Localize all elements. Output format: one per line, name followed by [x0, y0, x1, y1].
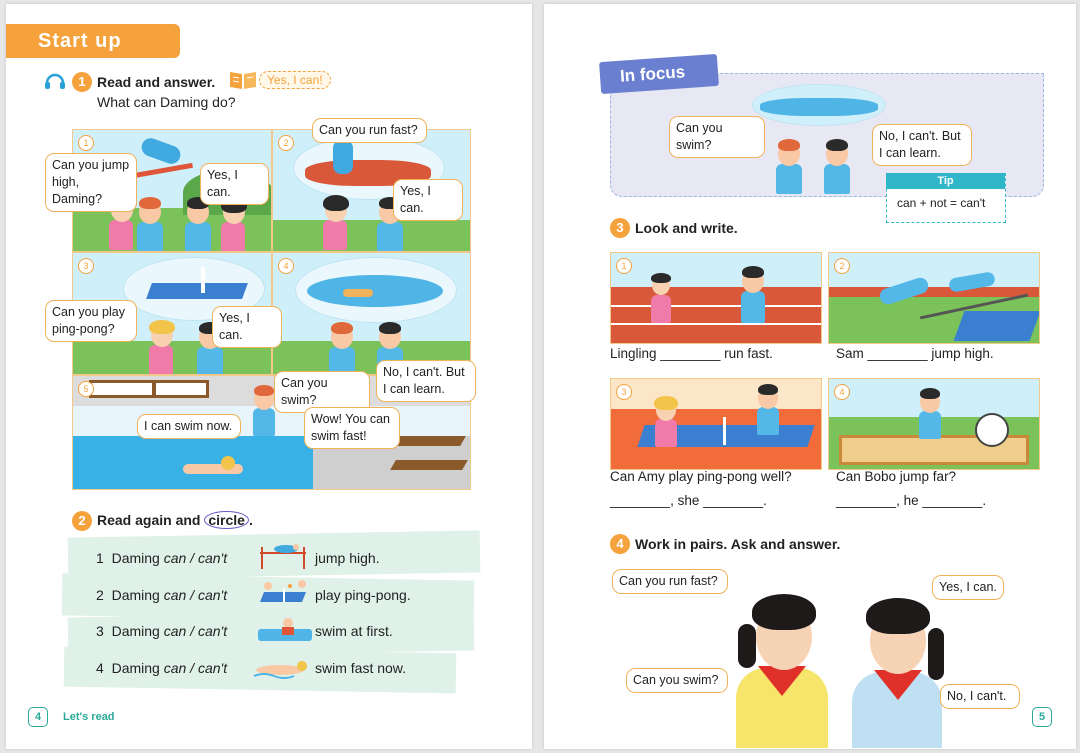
swimming-pool	[73, 436, 313, 489]
panel-number-3: 3	[78, 258, 94, 274]
speech-bubble-p1a: Can you jump high, Daming?	[45, 153, 137, 212]
sentence-2: Sam ________ jump high.	[836, 346, 994, 361]
photo-3-ping-pong	[610, 378, 822, 470]
question-3: Can Amy play ping-pong well?	[610, 469, 792, 484]
section2-title	[97, 512, 253, 528]
high-jump-bar	[133, 163, 193, 178]
jumping-boy	[139, 136, 183, 167]
running-boy	[333, 140, 353, 174]
exercise-row-3	[96, 623, 227, 639]
footer-lets-read: Let's read	[63, 711, 115, 723]
pair-bubble-2: Yes, I can.	[932, 575, 1004, 600]
swim-learn-icon	[258, 615, 312, 643]
page-number-4: 4	[28, 707, 48, 727]
panel-number-2: 2	[278, 135, 294, 151]
row-number: 1	[96, 550, 104, 566]
comic-panel-4	[272, 252, 471, 375]
headphones-icon[interactable]	[44, 71, 66, 91]
speech-bubble-p5b: Wow! You can swim fast!	[304, 407, 400, 449]
photo-2-high-jump	[828, 252, 1040, 344]
row-number: 4	[96, 660, 104, 676]
row-number: 3	[96, 623, 104, 639]
right-page	[544, 4, 1076, 749]
circle-word: circle	[204, 511, 249, 529]
ping-pong-table	[146, 283, 248, 299]
speech-bubble-p2b: Yes, I can.	[393, 179, 463, 221]
can-cant-choice[interactable]: can / can't	[163, 550, 228, 566]
row-number: 2	[96, 587, 104, 603]
high-jump-icon	[258, 541, 308, 569]
speech-bubble-p3a: Can you play ping-pong?	[45, 300, 137, 342]
section4-title: Work in pairs. Ask and answer.	[635, 536, 841, 552]
can-cant-choice[interactable]: can / can't	[163, 587, 228, 603]
section-number-1: 1	[72, 72, 92, 92]
answer-line-4[interactable]: ________, he ________.	[836, 493, 987, 508]
section2-title-prefix: Read again and	[97, 512, 205, 528]
row-rest-2: play ping-pong.	[315, 587, 411, 603]
speech-bubble-p2a: Can you run fast?	[312, 118, 427, 143]
running-track	[611, 287, 821, 343]
speech-bubble-p1b: Yes, I can.	[200, 163, 269, 205]
exercise-row-4	[96, 660, 227, 676]
swimming-boy	[343, 289, 373, 297]
pool-water	[307, 275, 443, 307]
speech-bubble-p4a: Can you swim?	[274, 371, 370, 413]
photo-number-2: 2	[834, 258, 850, 274]
deck-chair	[390, 460, 468, 470]
pair-bubble-1: Can you run fast?	[612, 569, 728, 594]
photo-number-1: 1	[616, 258, 632, 274]
tip-box	[886, 173, 1006, 223]
book-icon	[228, 67, 258, 91]
pool-water	[760, 98, 878, 116]
row-rest-1: jump high.	[315, 550, 380, 566]
landing-mat	[954, 311, 1040, 341]
can-cant-choice[interactable]: can / can't	[163, 623, 228, 639]
page-number-5: 5	[1032, 707, 1052, 727]
row-subject: Daming	[111, 660, 160, 676]
robot-figure	[975, 413, 1009, 447]
row-subject: Daming	[111, 623, 160, 639]
panel-number-1: 1	[78, 135, 94, 151]
panel-number-4: 4	[278, 258, 294, 274]
start-up-banner: Start up	[6, 24, 180, 58]
ping-pong-icon	[258, 578, 312, 606]
speech-bubble-p3b: Yes, I can.	[212, 306, 282, 348]
photo-number-4: 4	[834, 384, 850, 400]
tip-label: Tip	[886, 173, 1005, 189]
row-rest-4: swim fast now.	[315, 660, 407, 676]
photo-1-running	[610, 252, 822, 344]
swimming-fast-icon	[252, 652, 312, 680]
section-number-2: 2	[72, 511, 92, 531]
exercise-row-1	[96, 550, 227, 566]
section1-question: What can Daming do?	[97, 94, 236, 110]
yes-i-can-badge: Yes, I can!	[259, 71, 331, 89]
photo-number-3: 3	[616, 384, 632, 400]
answer-line-3[interactable]: ________, she ________.	[610, 493, 767, 508]
focus-bubble-a: Can you swim?	[669, 116, 765, 158]
section2-title-suffix: .	[248, 512, 253, 528]
question-4: Can Bobo jump far?	[836, 469, 957, 484]
section-number-4: 4	[610, 534, 630, 554]
can-cant-choice[interactable]: can / can't	[163, 660, 228, 676]
panel-number-5: 5	[78, 381, 94, 397]
row-subject: Daming	[111, 550, 160, 566]
speech-bubble-p5a: I can swim now.	[137, 414, 241, 439]
speech-bubble-p4b: No, I can't. But I can learn.	[376, 360, 476, 402]
row-subject: Daming	[111, 587, 160, 603]
sentence-1: Lingling ________ run fast.	[610, 346, 773, 361]
tip-text: can + not = can't	[897, 196, 986, 210]
section1-title: Read and answer.	[97, 74, 216, 90]
exercise-row-2	[96, 587, 227, 603]
pair-bubble-4: No, I can't.	[940, 684, 1020, 709]
focus-bubble-b: No, I can't. But I can learn.	[872, 124, 972, 166]
section-number-3: 3	[610, 218, 630, 238]
pair-bubble-3: Can you swim?	[626, 668, 728, 693]
photo-4-long-jump	[828, 378, 1040, 470]
row-rest-3: swim at first.	[315, 623, 393, 639]
in-focus-banner: In focus	[599, 54, 719, 94]
left-page	[6, 4, 532, 749]
section3-title: Look and write.	[635, 220, 738, 236]
